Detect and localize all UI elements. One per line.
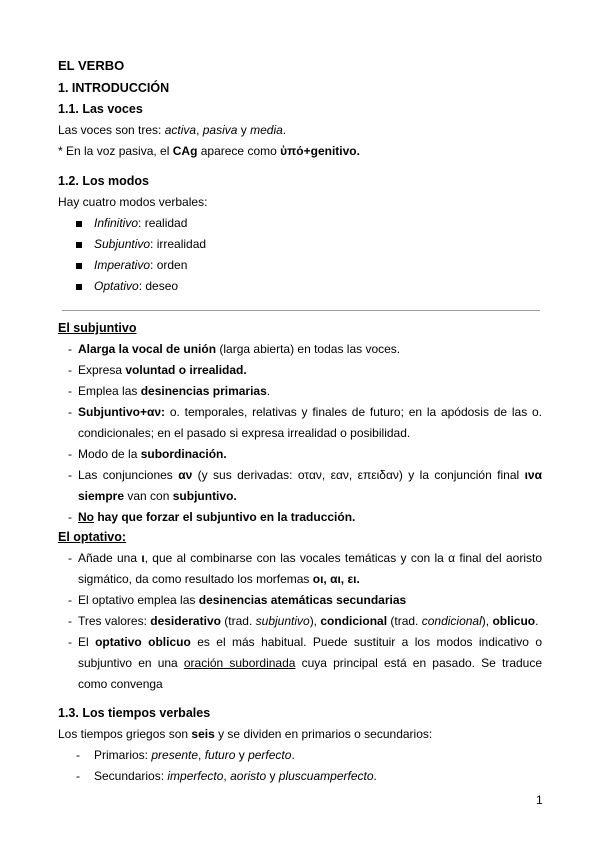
subjuntivo-item: Expresa voluntad o irrealidad. bbox=[78, 363, 247, 377]
subsection-heading-modos: 1.2. Los modos bbox=[58, 174, 149, 188]
voces-note: * En la voz pasiva, el CAg aparece como ὑπό+genitivo. bbox=[58, 144, 360, 158]
tiempos-intro: Los tiempos griegos son seis y se dividen en primarios o secundarios: bbox=[58, 727, 433, 741]
bullet-square-icon bbox=[76, 242, 82, 248]
optativo-heading: El optativo: bbox=[58, 530, 127, 544]
list-dash: - bbox=[68, 405, 72, 419]
optativo-item: Tres valores: desiderativo (trad. subjuntivo), condicional (trad. condicional), oblicuo. bbox=[78, 614, 539, 628]
modo-item: Subjuntivo: irrealidad bbox=[94, 237, 207, 251]
list-dash: - bbox=[68, 593, 72, 607]
list-dash: - bbox=[68, 551, 72, 565]
voces-line: Las voces son tres: activa, pasiva y media. bbox=[58, 123, 287, 137]
subsection-heading-tiempos: 1.3. Los tiempos verbales bbox=[58, 706, 211, 720]
horizontal-divider bbox=[62, 310, 540, 311]
list-dash: - bbox=[68, 510, 72, 524]
list-dash: - bbox=[68, 342, 72, 356]
optativo-item: Añade una ι, que al combinarse con las vocales temáticas y con la α final del aoristo sigmático, da como resultado los morfemas οι, αι, ει. bbox=[78, 551, 543, 586]
list-dash: - bbox=[68, 363, 72, 377]
bullet-square-icon bbox=[76, 263, 82, 269]
subjuntivo-item: Subjuntivo+αν: o. temporales, relativas y finales de futuro; en la apódosis de las o. condicionales; en el pasado si expresa irrealidad o posibilidad. bbox=[78, 405, 542, 440]
list-dash: - bbox=[68, 635, 72, 649]
list-dash: - bbox=[76, 748, 80, 762]
subjuntivo-item: Alarga la vocal de unión (larga abierta) en todas las voces. bbox=[78, 342, 401, 356]
subjuntivo-item: Las conjunciones αν (y sus derivadas: οταν, εαν, επειδαν) y la conjunción final ινα siempre van con subjuntivo. bbox=[78, 468, 542, 503]
list-dash: - bbox=[68, 468, 72, 482]
list-dash: - bbox=[68, 384, 72, 398]
optativo-item: El optativo emplea las desinencias atemáticas secundarias bbox=[78, 593, 407, 607]
subjuntivo-heading: El subjuntivo bbox=[58, 321, 137, 335]
optativo-item: El optativo oblicuo es el más habitual. Puede sustituir a los modos indicativo o subjuntivo en una oración subordinada cuya principal está en pasado. Se traduce como convenga bbox=[78, 635, 543, 691]
list-dash: - bbox=[68, 614, 72, 628]
list-dash: - bbox=[68, 447, 72, 461]
modo-item: Infinitivo: realidad bbox=[94, 216, 188, 230]
tiempos-secundarios: Secundarios: imperfecto, aoristo y pluscuamperfecto. bbox=[94, 769, 377, 783]
document-title: EL VERBO bbox=[58, 58, 125, 73]
list-dash: - bbox=[76, 769, 80, 783]
page-number: 1 bbox=[536, 793, 543, 807]
subjuntivo-item: No hay que forzar el subjuntivo en la traducción. bbox=[78, 510, 356, 524]
subjuntivo-item: Modo de la subordinación. bbox=[78, 447, 227, 461]
section-heading-introduccion: 1. INTRODUCCIÓN bbox=[58, 81, 170, 95]
subsection-heading-voces: 1.1. Las voces bbox=[58, 102, 143, 116]
tiempos-primarios: Primarios: presente, futuro y perfecto. bbox=[94, 748, 295, 762]
modos-intro: Hay cuatro modos verbales: bbox=[58, 195, 208, 209]
bullet-square-icon bbox=[76, 221, 82, 227]
subjuntivo-item: Emplea las desinencias primarias. bbox=[78, 384, 271, 398]
modo-item: Optativo: deseo bbox=[94, 279, 179, 293]
bullet-square-icon bbox=[76, 284, 82, 290]
modo-item: Imperativo: orden bbox=[94, 258, 188, 272]
